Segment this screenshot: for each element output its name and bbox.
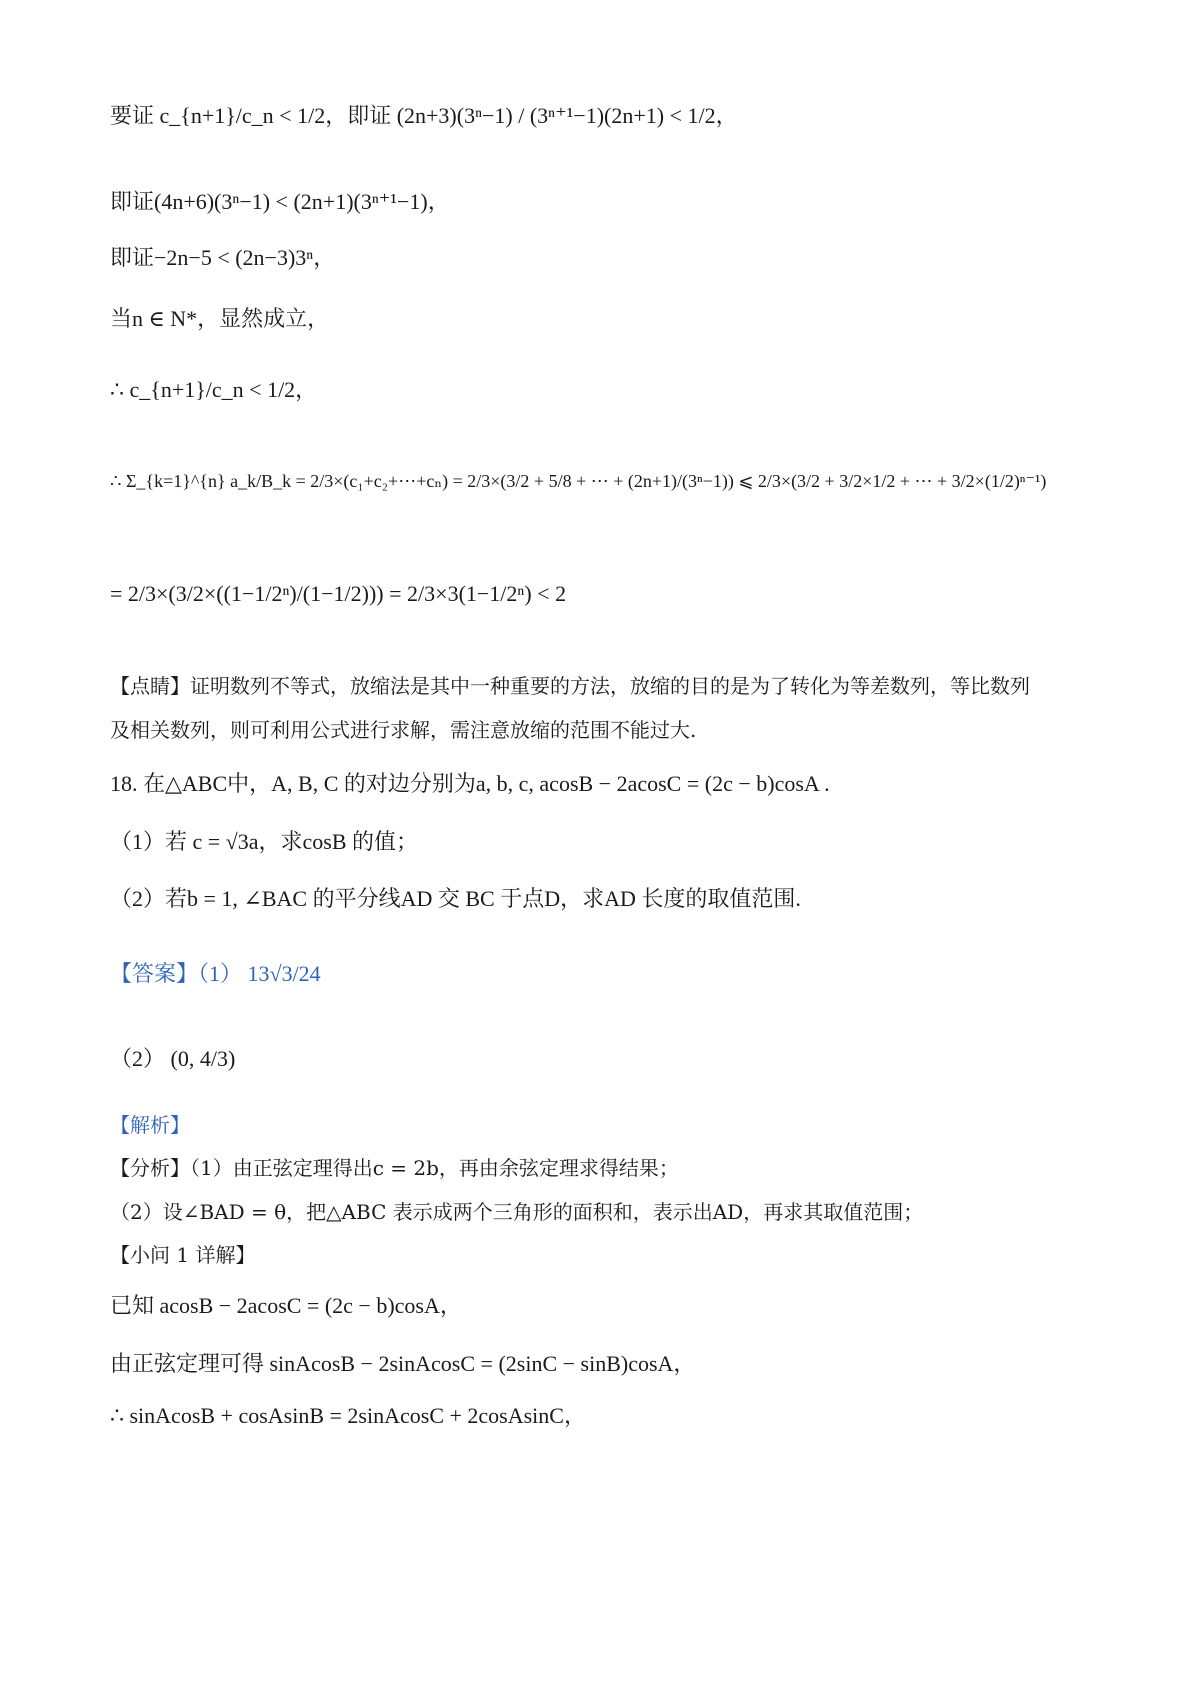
proof-line-5: ∴ c_{n+1}/c_n < 1/2，	[110, 377, 318, 402]
analysis-part-1: 【分析】（1）由正弦定理得出c = 2b，再由余弦定理求得结果；	[110, 1156, 679, 1180]
analysis-heading: 【解析】	[110, 1113, 190, 1137]
derivation-line-2: 由正弦定理可得 sinAcosB − 2sinAcosC = (2sinC − sinB)cosA，	[110, 1351, 696, 1376]
subquestion-1-heading: 【小问 1 详解】	[110, 1243, 256, 1267]
answer-part-2: （2） (0, 4/3)	[110, 1046, 236, 1071]
answer-part-1	[110, 960, 1110, 989]
sum-inequality-line: ∴ Σ_{k=1}^{n} a_k/B_k = 2/3×(c₁+c₂+⋯+cₙ) = 2/3×(3/2 + 5/8 + ⋯ + (2n+1)/(3ⁿ−1)) ⩽ 2/3×(3/2 + 3/2×1/2 + ⋯ + 3/2×(1/2)ⁿ⁻¹)	[110, 471, 1047, 491]
note-line-1: 【点睛】证明数列不等式，放缩法是其中一种重要的方法，放缩的目的是为了转化为等差数列，等比数列	[110, 674, 1030, 698]
sum-result-line: = 2/3×(3/2×((1−1/2ⁿ)/(1−1/2))) = 2/3×3(1−1/2ⁿ) < 2	[110, 581, 567, 606]
derivation-line-3: ∴ sinAcosB + cosAsinB = 2sinAcosC + 2cosAsinC，	[110, 1403, 586, 1428]
question-18-part-1: （1）若 c = √3a，求cosB 的值；	[110, 829, 419, 854]
question-18-part-2: （2）若b = 1, ∠BAC 的平分线AD 交 BC 于点D，求AD 长度的取值范围.	[110, 886, 801, 911]
answer-label: 【答案】（1） 13√3/24	[110, 961, 321, 986]
proof-line-2: 即证(4n+6)(3ⁿ−1) < (2n+1)(3ⁿ⁺¹−1)，	[110, 189, 450, 214]
note-line-2: 及相关数列，则可利用公式进行求解，需注意放缩的范围不能过大.	[110, 718, 697, 742]
proof-line-3: 即证−2n−5 < (2n−3)3ⁿ，	[110, 245, 336, 270]
proof-line-1: 要证 c_{n+1}/c_n < 1/2，即证 (2n+3)(3ⁿ−1) / (3ⁿ⁺¹−1)(2n+1) < 1/2，	[110, 103, 738, 128]
analysis-part-2: （2）设∠BAD = θ，把△ABC 表示成两个三角形的面积和，表示出AD，再求其取值范围；	[110, 1200, 924, 1224]
proof-line-4: 当n ∈ N*，显然成立，	[110, 306, 330, 331]
derivation-line-1: 已知 acosB − 2acosC = (2c − b)cosA，	[110, 1293, 462, 1318]
question-18: 18. 在△ABC中，A, B, C 的对边分别为a, b, c, acosB − 2acosC = (2c − b)cosA .	[110, 771, 830, 796]
